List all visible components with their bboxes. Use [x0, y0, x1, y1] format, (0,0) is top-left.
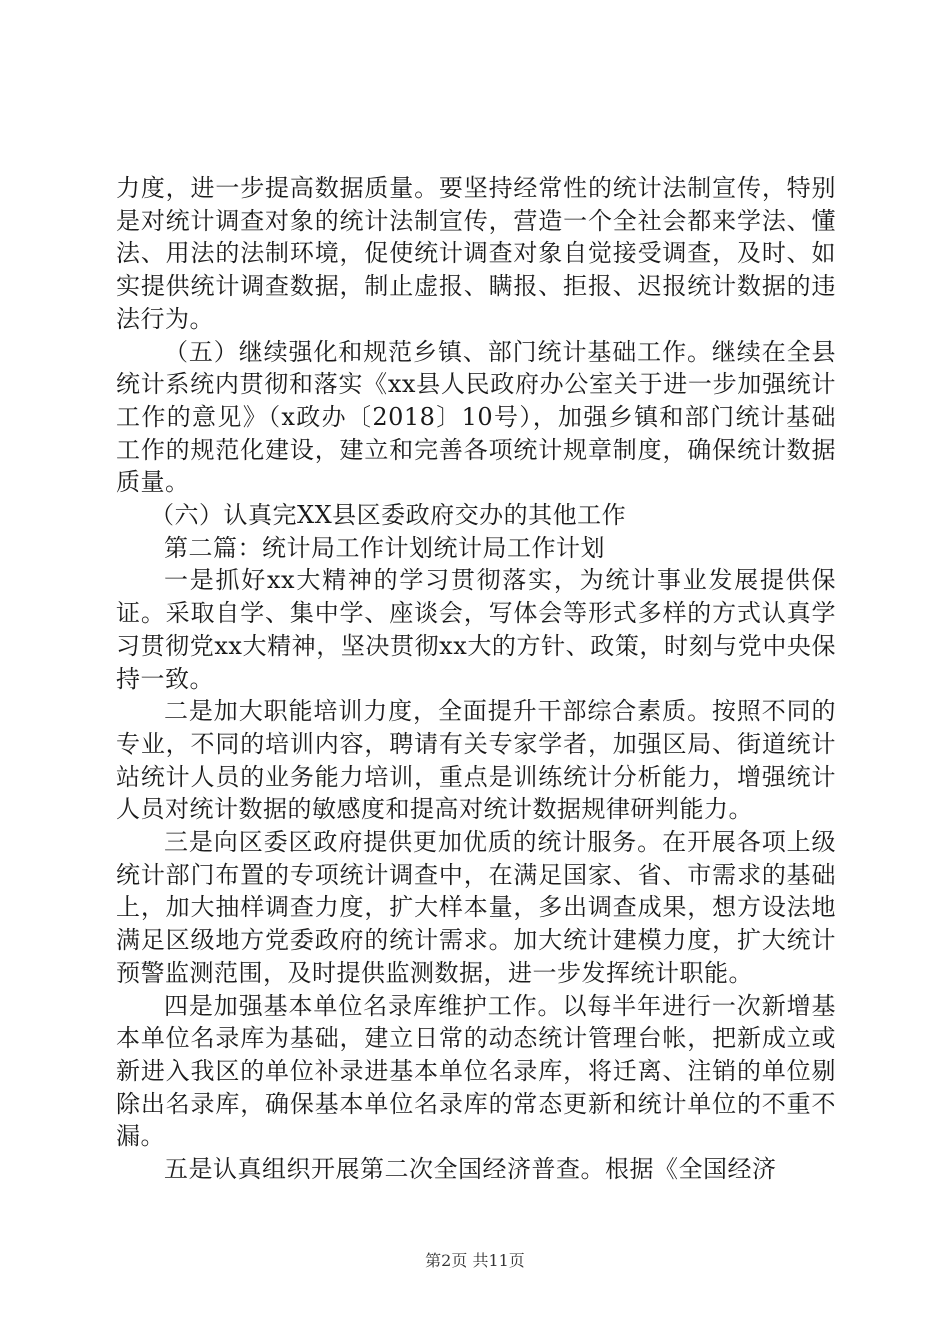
- paragraph-section-six: （六）认真完XX县区委政府交办的其他工作: [150, 501, 627, 530]
- paragraph-item-two: 二是加大职能培训力度，全面提升干部综合素质。按照不同的专业，不同的培训内容，聘请有关专家学者，加强区局、街道统计站统计人员的业务能力培训，重点是训练统计分析能力，增强统计人员对统计数据的敏感度和提高对统计数据规律研判能力。: [116, 697, 836, 824]
- paragraph-item-five: 五是认真组织开展第二次全国经济普查。根据《全国经济: [164, 1155, 777, 1184]
- chapter-heading: 第二篇：统计局工作计划统计局工作计划: [164, 533, 605, 562]
- paragraph-continuation: 力度，进一步提高数据质量。要坚持经常性的统计法制宣传，特别是对统计调查对象的统计法制宣传，营造一个全社会都来学法、懂法、用法的法制环境，促使统计调查对象自觉接受调查，及时、如实提供统计调查数据，制止虚报、瞒报、拒报、迟报统计数据的违法行为。: [116, 174, 836, 333]
- paragraph-item-three: 三是向区委区政府提供更加优质的统计服务。在开展各项上级统计部门布置的专项统计调查中，在满足国家、省、市需求的基础上，加大抽样调查力度，扩大样本量，多出调查成果，想方设法地满足区级地方党委政府的统计需求。加大统计建模力度，扩大统计预警监测范围，及时提供监测数据，进一步发挥统计职能。: [116, 828, 836, 987]
- page-number-footer: 第2页 共11页: [425, 1251, 525, 1270]
- paragraph-section-five: （五）继续强化和规范乡镇、部门统计基础工作。继续在全县统计系统内贯彻和落实《xx县人民政府办公室关于进一步加强统计工作的意见》（x政办〔2018〕10号），加强乡镇和部门统计基础工作的规范化建设，建立和完善各项统计规章制度，确保统计数据质量。: [116, 337, 836, 497]
- paragraph-item-four: 四是加强基本单位名录库维护工作。以每半年进行一次新增基本单位名录库为基础，建立日常的动态统计管理台帐，把新成立或新进入我区的单位补录进基本单位名录库，将迁离、注销的单位剔除出名录库，确保基本单位名录库的常态更新和统计单位的不重不漏。: [116, 991, 836, 1151]
- paragraph-item-one: 一是抓好xx大精神的学习贯彻落实，为统计事业发展提供保证。采取自学、集中学、座谈会，写体会等形式多样的方式认真学习贯彻党xx大精神，坚决贯彻xx大的方针、政策，时刻与党中央保持一致。: [116, 566, 836, 693]
- document-body: [116, 172, 836, 1186]
